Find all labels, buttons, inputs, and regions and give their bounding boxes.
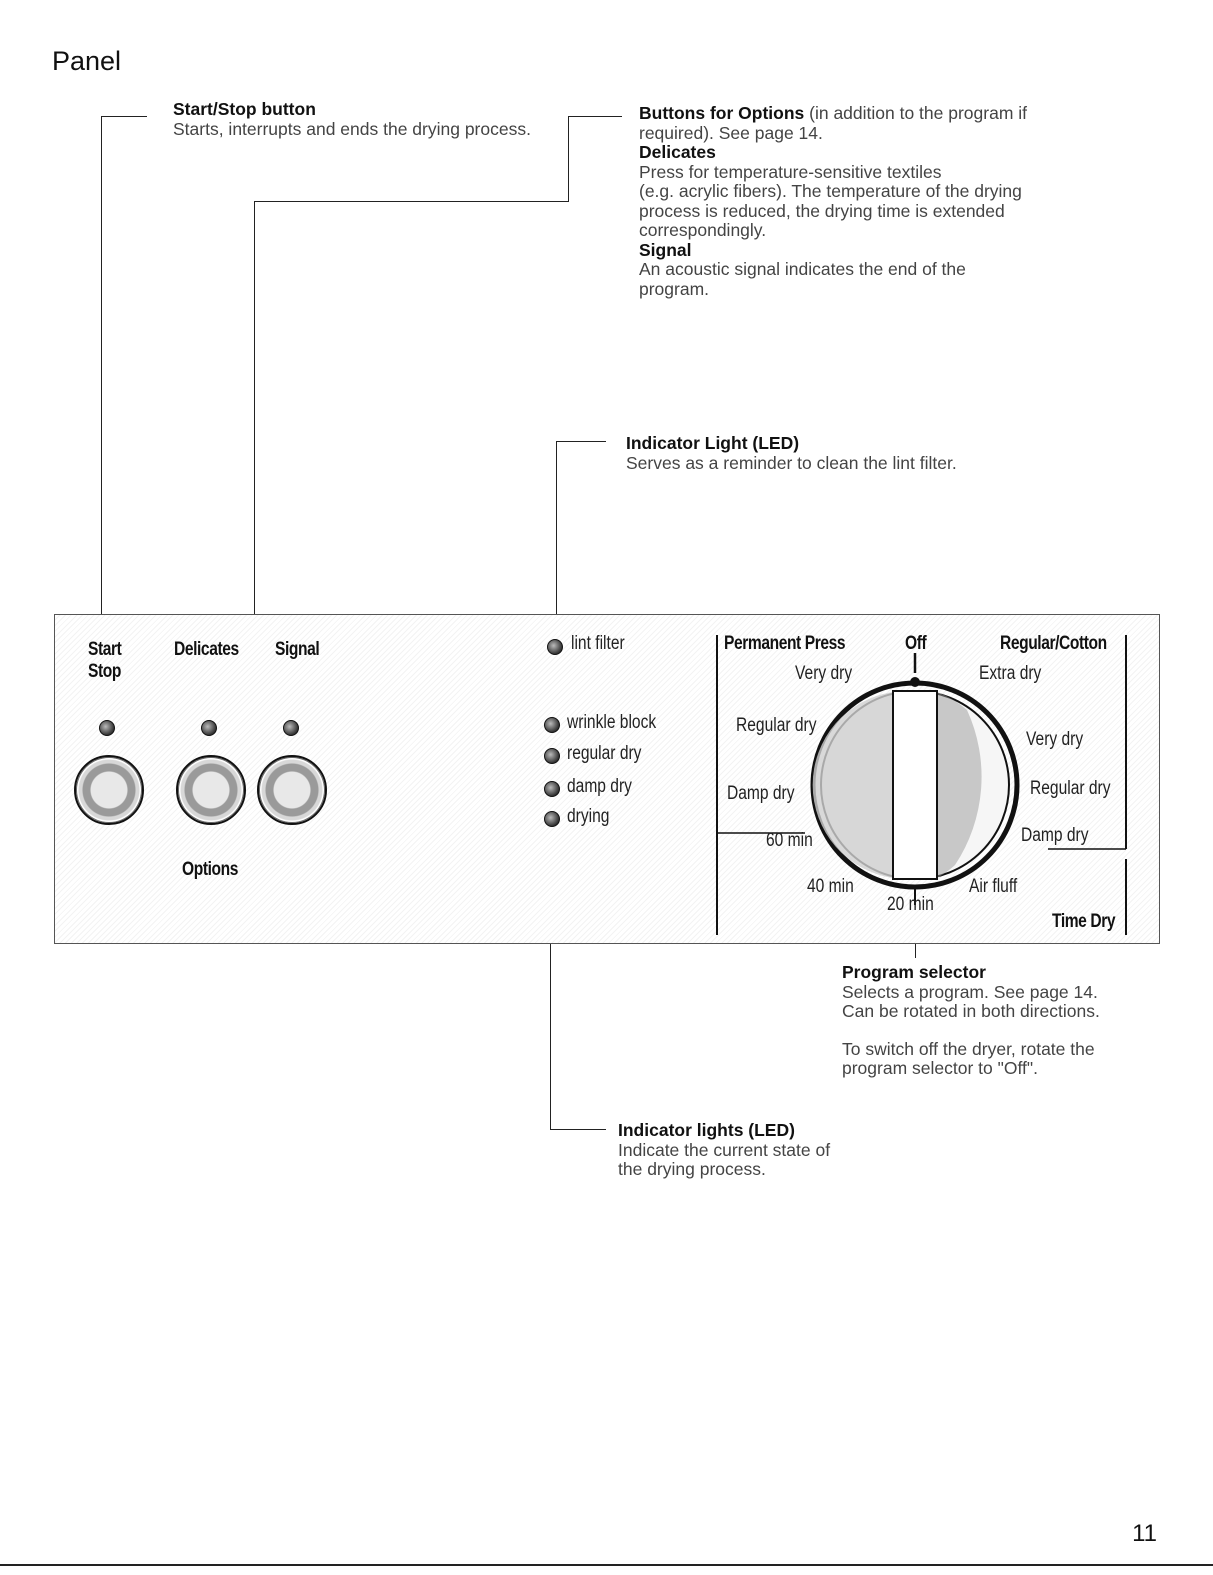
page-title: Panel — [52, 46, 122, 76]
dial-rc-very-dry: Very dry — [1026, 729, 1084, 750]
dial-time-dry: Time Dry — [1052, 911, 1116, 932]
led-label-regular-dry: regular dry — [567, 743, 642, 764]
leader-line — [556, 441, 606, 442]
delicates-button[interactable] — [176, 755, 246, 825]
callout-heading: Buttons for Options — [639, 103, 805, 123]
callout-heading: Program selector — [842, 962, 986, 982]
callout-indicator-light — [626, 434, 957, 473]
leader-line — [568, 116, 569, 202]
led-label-damp-dry: damp dry — [567, 776, 632, 797]
callout-heading-suffix: (in addition to the program if — [804, 103, 1028, 123]
options-label: Options — [182, 859, 238, 880]
dial-rc-damp-dry: Damp dry — [1021, 825, 1089, 846]
lint-filter-label: lint filter — [571, 633, 625, 654]
callout-indicator-lights — [618, 1121, 830, 1180]
signal-led — [283, 720, 299, 736]
dial-rc-extra-dry: Extra dry — [979, 663, 1042, 684]
wrinkle-block-led — [544, 717, 560, 733]
footer-rule — [0, 1564, 1213, 1566]
callout-body: To switch off the dryer, rotate the — [842, 1038, 1095, 1059]
dial-shading-left — [813, 692, 893, 878]
stop-label: Stop — [88, 661, 121, 682]
dial-pp-regular-dry: Regular dry — [736, 715, 817, 736]
signal-label: Signal — [275, 639, 320, 660]
leader-line — [101, 116, 147, 117]
callout-program-selector — [842, 963, 1100, 1079]
callout-body: Indicate the current state of — [618, 1139, 831, 1160]
dial-20-min: 20 min — [887, 894, 934, 915]
callout-options — [639, 104, 1109, 299]
leader-line — [254, 201, 569, 202]
delicates-label: Delicates — [174, 639, 239, 660]
drying-led — [544, 811, 560, 827]
start-label: Start — [88, 639, 122, 660]
dial-60-min: 60 min — [766, 830, 813, 851]
lint-filter-led — [547, 639, 563, 655]
callout-heading: Start/Stop button — [173, 99, 316, 119]
callout-body: correspondingly. — [639, 220, 767, 240]
dial-40-min: 40 min — [807, 876, 854, 897]
callout-body: the drying process. — [618, 1159, 766, 1179]
signal-button[interactable] — [257, 755, 327, 825]
dial-permanent-press: Permanent Press — [724, 633, 846, 654]
callout-subheading: Signal — [639, 239, 692, 260]
callout-body: required). See page 14. — [639, 122, 823, 143]
callout-body: Serves as a reminder to clean the lint filter. — [626, 452, 957, 473]
start-led — [99, 720, 115, 736]
callout-body: Starts, interrupts and ends the drying process. — [173, 118, 531, 139]
damp-dry-led — [544, 781, 560, 797]
led-label-wrinkle-block: wrinkle block — [567, 712, 657, 733]
callout-body: Selects a program. See page 14. — [842, 981, 1098, 1002]
control-panel — [54, 614, 1160, 944]
callout-body: An acoustic signal indicates the end of the — [639, 259, 966, 279]
delicates-led — [201, 720, 217, 736]
callout-body: program selector to "Off". — [842, 1058, 1038, 1078]
leader-line — [568, 116, 622, 117]
dial-knob-grip[interactable] — [893, 691, 937, 879]
dial-off: Off — [905, 633, 927, 654]
dial-pp-very-dry: Very dry — [795, 663, 853, 684]
page-number: 11 — [1132, 1520, 1157, 1547]
callout-start-stop — [173, 100, 531, 139]
led-label-drying: drying — [567, 806, 610, 827]
leader-line — [254, 201, 255, 618]
leader-line — [550, 1129, 606, 1130]
callout-body: Can be rotated in both directions. — [842, 1001, 1100, 1021]
leader-line — [556, 441, 557, 637]
dial-regular-cotton: Regular/Cotton — [1000, 633, 1107, 654]
dial-air-fluff: Air fluff — [969, 876, 1018, 897]
start-stop-button[interactable] — [74, 755, 144, 825]
dial-pp-damp-dry: Damp dry — [727, 783, 795, 804]
callout-body: (e.g. acrylic fibers). The temperature of the drying — [639, 181, 1022, 201]
callout-body: Press for temperature-sensitive textiles — [639, 161, 942, 182]
callout-subheading: Delicates — [639, 142, 716, 162]
callout-body: program. — [639, 278, 710, 299]
regular-dry-led — [544, 748, 560, 764]
callout-heading: Indicator Light (LED) — [626, 433, 800, 453]
callout-heading: Indicator lights (LED) — [618, 1120, 795, 1140]
dial-rc-regular-dry: Regular dry — [1030, 778, 1111, 799]
callout-body: process is reduced, the drying time is extended — [639, 200, 1005, 221]
leader-line — [101, 116, 102, 618]
